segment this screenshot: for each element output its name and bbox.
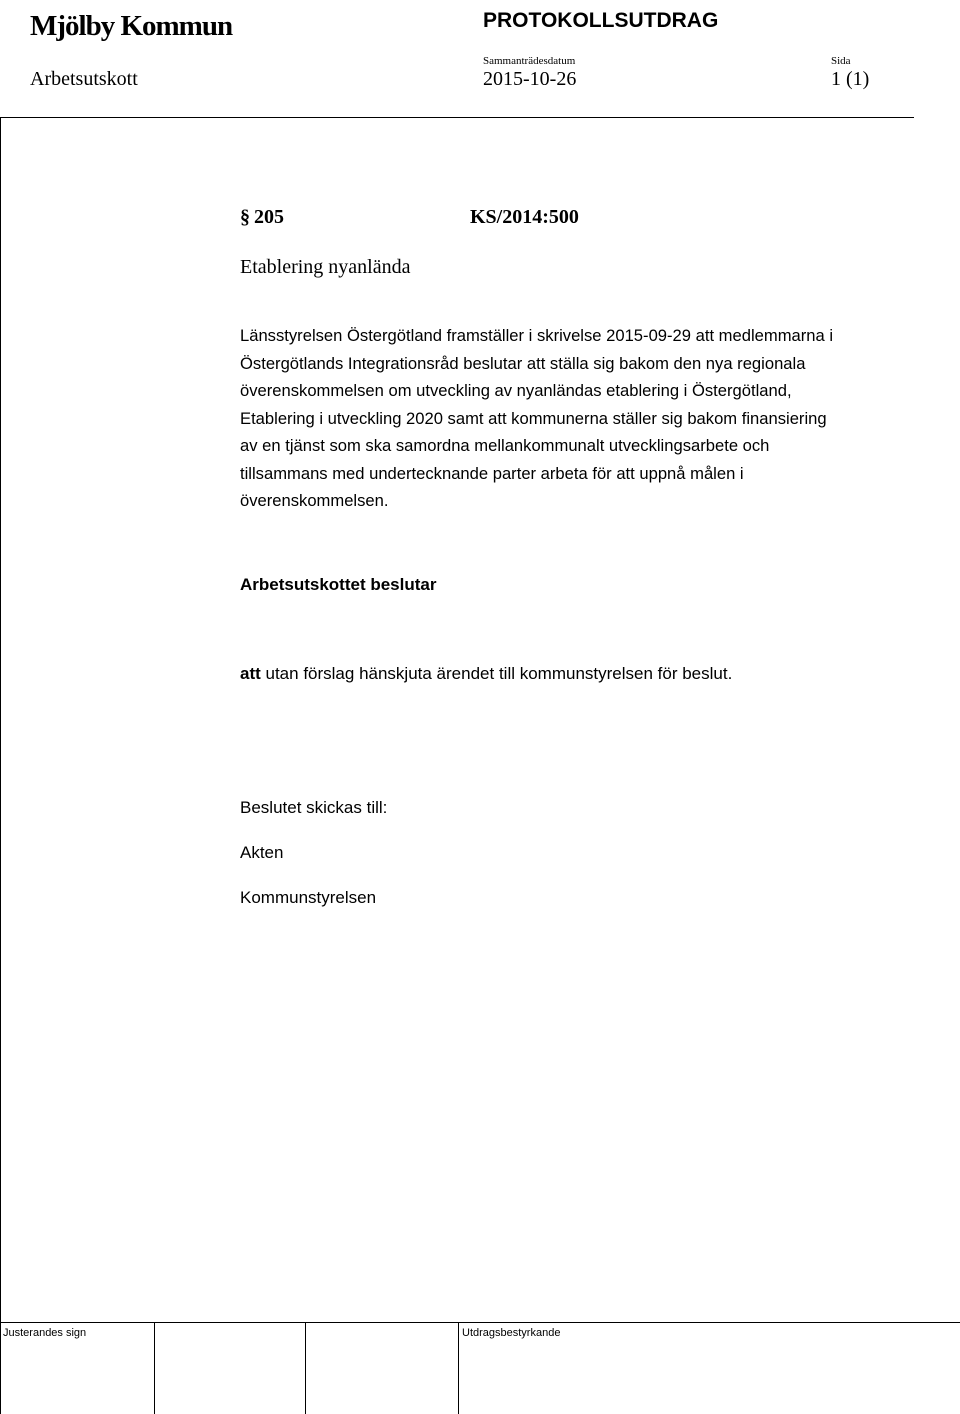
paragraph-heading [240,206,284,229]
body-line: överenskommelsen. [240,491,389,510]
page-number: 1 (1) [831,68,870,90]
footer-divider [0,1322,960,1323]
body-line: tillsammans med undertecknande parter arbeta för att uppnå målen i [240,463,744,483]
adjuster-sign-label: Justerandes sign [3,1327,87,1339]
recipient: Akten [240,843,284,862]
signature-cell-divider [154,1322,155,1414]
left-margin-rule [0,117,1,1414]
decision-keyword: att [240,664,261,683]
signature-cell-divider [305,1322,306,1414]
decision-body: utan förslag hänskjuta ärendet till kommunstyrelsen för beslut. [260,664,733,683]
certifier-label: Utdragsbestyrkande [462,1327,561,1339]
item-body [240,322,890,515]
body-line: Länsstyrelsen Östergötland framställer i skrivelse 2015-09-29 att medlemmarna i [240,326,834,345]
header-divider [0,117,914,118]
decision-heading: Arbetsutskottet beslutar [240,575,437,594]
sent-to-label: Beslutet skickas till: [240,798,388,817]
case-number: KS/2014:500 [470,206,579,228]
signature-cell-divider [458,1322,459,1414]
recipient: Kommunstyrelsen [240,888,377,907]
item-subject: Etablering nyanlända [240,256,411,278]
page-label: Sida [831,55,851,67]
body-line: av en tjänst som ska samordna mellankommunalt utvecklingsarbete och [240,436,770,455]
body-line: Östergötlands Integrationsråd beslutar att ställa sig bakom den nya regionala [240,353,806,373]
body-line: Etablering i utveckling 2020 samt att kommunerna ställer sig bakom finansiering [240,408,827,428]
paragraph-sign: § [240,206,250,228]
document-type: PROTOKOLLSUTDRAG [483,9,719,32]
organization-name: Mjölby Kommun [30,10,233,42]
committee-name: Arbetsutskott [30,68,138,90]
meeting-date: 2015-10-26 [483,68,577,90]
decision-text [240,664,732,684]
meeting-date-label: Sammanträdesdatum [483,55,576,67]
body-line: överenskommelsen om utveckling av nyanländas etablering i Östergötland, [240,381,792,400]
paragraph-number: 205 [254,206,284,228]
